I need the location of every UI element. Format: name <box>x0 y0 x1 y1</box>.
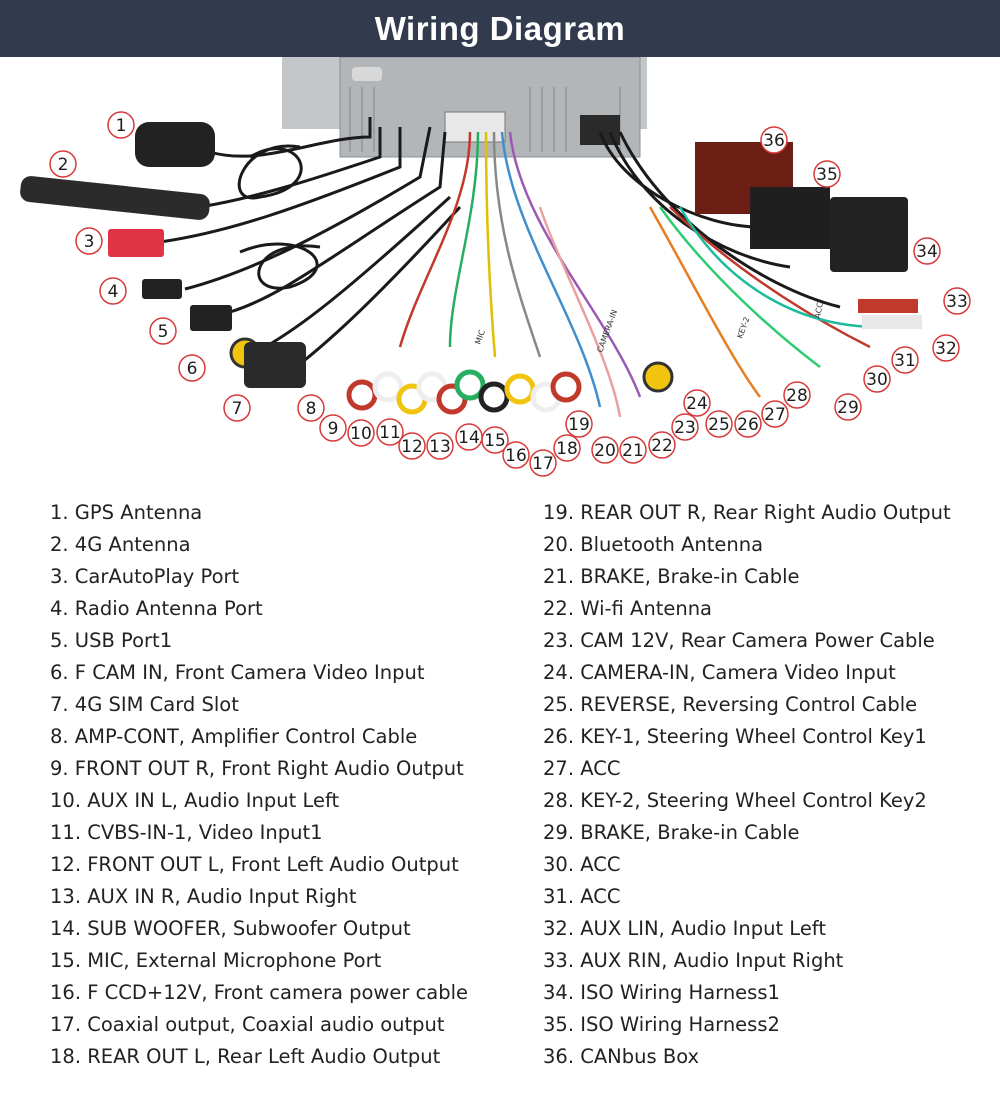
legend-item: 14. SUB WOOFER, Subwoofer Output <box>50 917 411 940</box>
4g-antenna <box>19 175 211 221</box>
callout-8 <box>298 395 324 421</box>
callout-number: 18 <box>556 439 578 459</box>
legend-item: 21. BRAKE, Brake-in Cable <box>543 565 800 588</box>
cable-tag-label: ACC <box>813 301 825 320</box>
legend-item: 15. MIC, External Microphone Port <box>50 949 382 972</box>
callout-20 <box>592 437 618 463</box>
callout-28 <box>784 382 810 408</box>
legend-item: 19. REAR OUT R, Rear Right Audio Output <box>543 501 951 524</box>
aux-rca-pair <box>858 299 922 329</box>
callout-34 <box>914 238 940 264</box>
callout-22 <box>649 432 675 458</box>
legend-item: 34. ISO Wiring Harness1 <box>543 981 780 1004</box>
callout-23 <box>672 414 698 440</box>
legend-item: 32. AUX LIN, Audio Input Left <box>543 917 826 940</box>
legend-item: 7. 4G SIM Card Slot <box>50 693 239 716</box>
callout-number: 23 <box>674 418 696 438</box>
wiring-diagram <box>0 57 1000 487</box>
callout-number: 28 <box>786 386 808 406</box>
legend-item: 2. 4G Antenna <box>50 533 191 556</box>
callout-number: 7 <box>231 399 243 419</box>
legend-item: 25. REVERSE, Reversing Control Cable <box>543 693 918 716</box>
callout-number: 6 <box>186 359 198 379</box>
rca-plugs <box>349 363 672 412</box>
legend-item: 22. Wi-fi Antenna <box>543 597 713 620</box>
callout-number: 24 <box>686 394 708 414</box>
callout-3 <box>76 228 102 254</box>
callout-31 <box>892 347 918 373</box>
callout-24 <box>684 390 710 416</box>
callout-number: 35 <box>816 165 838 185</box>
callout-32 <box>933 335 959 361</box>
legend-item: 13. AUX IN R, Audio Input Right <box>50 885 357 908</box>
callout-number: 14 <box>458 428 480 448</box>
cable-tag-label: KEY-2 <box>735 315 752 340</box>
legend-item: 35. ISO Wiring Harness2 <box>543 1013 780 1036</box>
callout-number: 4 <box>107 282 119 302</box>
legend-item: 29. BRAKE, Brake-in Cable <box>543 821 800 844</box>
callout-number: 22 <box>651 436 673 456</box>
callout-12 <box>399 433 425 459</box>
cable-tag-label: CAMERA-IN <box>595 308 620 354</box>
legend-item: 1. GPS Antenna <box>50 501 203 524</box>
callout-number: 5 <box>157 322 169 342</box>
callout-number: 10 <box>350 424 372 444</box>
callout-26 <box>735 411 761 437</box>
callout-4 <box>100 278 126 304</box>
callout-1 <box>108 112 134 138</box>
legend-item: 31. ACC <box>543 885 621 908</box>
callout-19 <box>566 411 592 437</box>
callout-number: 29 <box>837 398 859 418</box>
callout-number: 19 <box>568 415 590 435</box>
iso-harness <box>750 187 908 272</box>
callout-number: 8 <box>305 399 317 419</box>
callout-16 <box>503 442 529 468</box>
title-banner <box>0 0 1000 57</box>
callout-number: 25 <box>708 415 730 435</box>
legend-item: 30. ACC <box>543 853 621 876</box>
legend-item: 18. REAR OUT L, Rear Left Audio Output <box>50 1045 441 1068</box>
callout-6 <box>179 355 205 381</box>
callout-number: 15 <box>484 431 506 451</box>
callout-number: 26 <box>737 415 759 435</box>
callout-36 <box>761 127 787 153</box>
callout-25 <box>706 411 732 437</box>
callout-number: 16 <box>505 446 527 466</box>
legend-item: 36. CANbus Box <box>543 1045 700 1068</box>
usb-connector <box>190 305 232 331</box>
legend-item: 4. Radio Antenna Port <box>50 597 263 620</box>
callout-5 <box>150 318 176 344</box>
legend-item: 24. CAMERA-IN, Camera Video Input <box>543 661 896 684</box>
callout-number: 31 <box>894 351 916 371</box>
callout-9 <box>320 415 346 441</box>
callout-number: 32 <box>935 339 957 359</box>
callout-7 <box>224 395 250 421</box>
callout-21 <box>620 437 646 463</box>
callout-27 <box>762 401 788 427</box>
callout-number: 21 <box>622 441 644 461</box>
callout-10 <box>348 420 374 446</box>
callout-number: 20 <box>594 441 616 461</box>
callout-number: 12 <box>401 437 423 457</box>
radio-antenna-connector <box>142 279 182 299</box>
callout-30 <box>864 366 890 392</box>
callout-number: 2 <box>57 155 69 175</box>
legend-item: 33. AUX RIN, Audio Input Right <box>543 949 844 972</box>
legend-item: 11. CVBS-IN-1, Video Input1 <box>50 821 323 844</box>
page-title: Wiring Diagram <box>374 9 626 47</box>
carautoplay-connector <box>108 229 164 257</box>
callout-11 <box>377 419 403 445</box>
callout-number: 9 <box>327 419 339 439</box>
cable-tag-label: MIC <box>473 328 487 346</box>
legend-item: 17. Coaxial output, Coaxial audio output <box>50 1013 445 1036</box>
callout-17 <box>530 450 556 476</box>
legend-item: 8. AMP-CONT, Amplifier Control Cable <box>50 725 418 748</box>
legend <box>0 497 1000 1087</box>
gps-antenna <box>135 122 215 167</box>
callout-13 <box>427 433 453 459</box>
callout-number: 17 <box>532 454 554 474</box>
legend-item: 10. AUX IN L, Audio Input Left <box>50 789 340 812</box>
callout-2 <box>50 151 76 177</box>
legend-item: 20. Bluetooth Antenna <box>543 533 764 556</box>
legend-item: 6. F CAM IN, Front Camera Video Input <box>50 661 425 684</box>
legend-item: 12. FRONT OUT L, Front Left Audio Output <box>50 853 459 876</box>
callout-14 <box>456 424 482 450</box>
legend-item: 27. ACC <box>543 757 621 780</box>
callout-number: 1 <box>115 116 127 136</box>
callout-33 <box>944 288 970 314</box>
callout-29 <box>835 394 861 420</box>
legend-item: 16. F CCD+12V, Front camera power cable <box>50 981 469 1004</box>
callout-number: 36 <box>763 131 785 151</box>
callout-number: 3 <box>83 232 95 252</box>
callout-number: 13 <box>429 437 451 457</box>
legend-item: 3. CarAutoPlay Port <box>50 565 240 588</box>
callout-number: 30 <box>866 370 888 390</box>
callout-35 <box>814 161 840 187</box>
sim-card-slot <box>244 342 306 388</box>
callout-18 <box>554 435 580 461</box>
head-unit <box>282 57 647 157</box>
legend-item: 28. KEY-2, Steering Wheel Control Key2 <box>543 789 927 812</box>
callout-number: 27 <box>764 405 786 425</box>
legend-item: 5. USB Port1 <box>50 629 173 652</box>
legend-item: 23. CAM 12V, Rear Camera Power Cable <box>543 629 935 652</box>
callout-number: 33 <box>946 292 968 312</box>
legend-item: 9. FRONT OUT R, Front Right Audio Output <box>50 757 464 780</box>
legend-item: 26. KEY-1, Steering Wheel Control Key1 <box>543 725 927 748</box>
callout-number: 11 <box>379 423 401 443</box>
callout-number: 34 <box>916 242 938 262</box>
